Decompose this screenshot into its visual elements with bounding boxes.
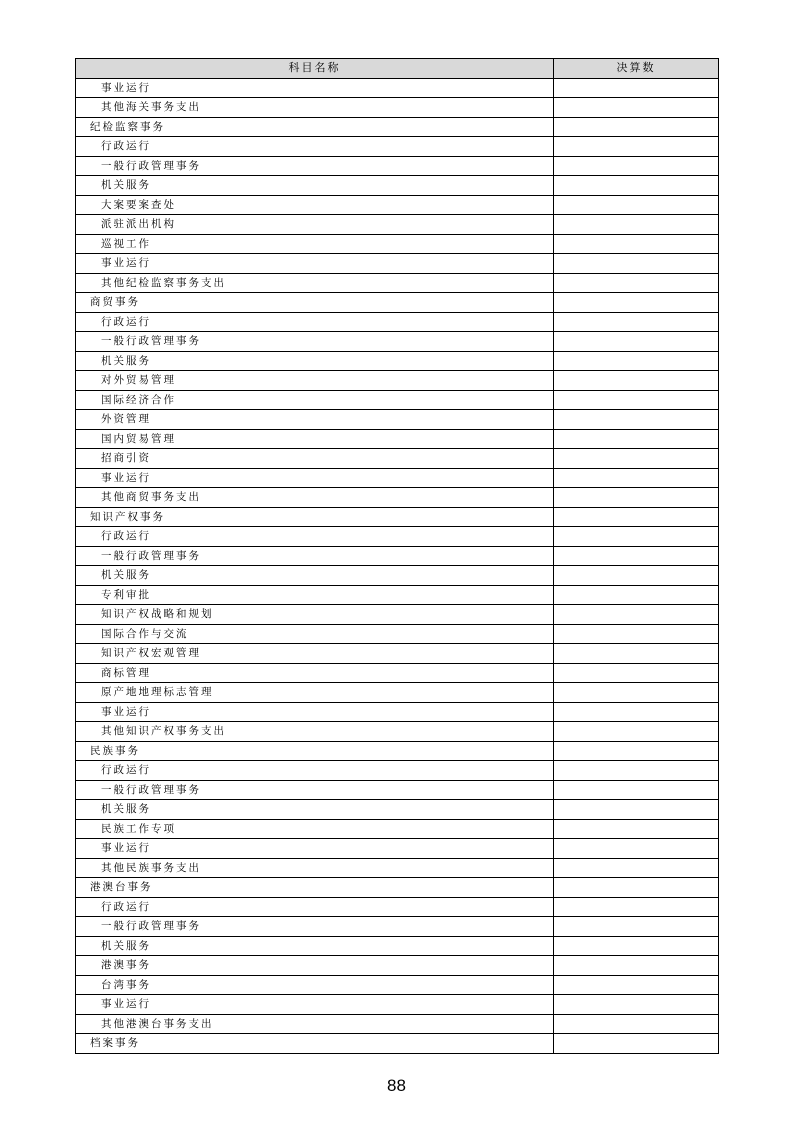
subject-name-cell: 行政运行: [76, 137, 554, 157]
final-amount-cell: [554, 273, 719, 293]
subject-name-cell: 对外贸易管理: [76, 371, 554, 391]
final-amount-cell: [554, 117, 719, 137]
subject-name-cell: 一般行政管理事务: [76, 546, 554, 566]
table-row: [76, 644, 719, 664]
final-amount-cell: [554, 390, 719, 410]
subject-name-cell: 其他知识产权事务支出: [76, 722, 554, 742]
subject-name-cell: 一般行政管理事务: [76, 917, 554, 937]
table-row: [76, 234, 719, 254]
budget-table: [75, 58, 719, 1054]
table-row: [76, 176, 719, 196]
table-row: [76, 156, 719, 176]
table-row: [76, 429, 719, 449]
subject-name-cell: 知识产权事务: [76, 507, 554, 527]
final-amount-cell: [554, 644, 719, 664]
subject-name-cell: 巡视工作: [76, 234, 554, 254]
table-row: [76, 195, 719, 215]
subject-name-cell: 专利审批: [76, 585, 554, 605]
table-row: [76, 624, 719, 644]
final-amount-cell: [554, 546, 719, 566]
final-amount-cell: [554, 176, 719, 196]
final-amount-cell: [554, 839, 719, 859]
subject-name-cell: 行政运行: [76, 527, 554, 547]
final-amount-cell: [554, 936, 719, 956]
final-amount-cell: [554, 780, 719, 800]
final-amount-cell: [554, 663, 719, 683]
final-amount-cell: [554, 1034, 719, 1054]
subject-name-cell: 外资管理: [76, 410, 554, 430]
subject-name-cell: 一般行政管理事务: [76, 332, 554, 352]
table-row: [76, 546, 719, 566]
subject-name-cell: 港澳台事务: [76, 878, 554, 898]
table-header-row: [76, 59, 719, 79]
table-row: [76, 605, 719, 625]
table-row: [76, 936, 719, 956]
final-amount-cell: [554, 215, 719, 235]
final-amount-cell: [554, 702, 719, 722]
table-row: [76, 566, 719, 586]
final-amount-cell: [554, 371, 719, 391]
table-row: [76, 917, 719, 937]
final-amount-cell: [554, 624, 719, 644]
table-row: [76, 897, 719, 917]
table-row: [76, 527, 719, 547]
final-amount-cell: [554, 1014, 719, 1034]
table-row: [76, 488, 719, 508]
final-amount-cell: [554, 566, 719, 586]
final-amount-cell: [554, 585, 719, 605]
final-amount-cell: [554, 819, 719, 839]
subject-name-cell: 纪检监察事务: [76, 117, 554, 137]
subject-name-cell: 事业运行: [76, 995, 554, 1015]
header-final-amount: 决算数: [554, 59, 719, 79]
subject-name-cell: 其他民族事务支出: [76, 858, 554, 878]
table-row: [76, 507, 719, 527]
final-amount-cell: [554, 878, 719, 898]
subject-name-cell: 机关服务: [76, 566, 554, 586]
table-row: [76, 956, 719, 976]
header-subject-name: 科目名称: [76, 59, 554, 79]
subject-name-cell: 机关服务: [76, 936, 554, 956]
subject-name-cell: 机关服务: [76, 800, 554, 820]
table-row: [76, 663, 719, 683]
final-amount-cell: [554, 156, 719, 176]
subject-name-cell: 民族事务: [76, 741, 554, 761]
final-amount-cell: [554, 254, 719, 274]
subject-name-cell: 事业运行: [76, 839, 554, 859]
table-row: [76, 273, 719, 293]
subject-name-cell: 一般行政管理事务: [76, 780, 554, 800]
table-row: [76, 975, 719, 995]
table-row: [76, 741, 719, 761]
subject-name-cell: 其他纪检监察事务支出: [76, 273, 554, 293]
final-amount-cell: [554, 741, 719, 761]
final-amount-cell: [554, 234, 719, 254]
subject-name-cell: 事业运行: [76, 468, 554, 488]
table-row: [76, 390, 719, 410]
subject-name-cell: 事业运行: [76, 78, 554, 98]
table-row: [76, 78, 719, 98]
subject-name-cell: 招商引资: [76, 449, 554, 469]
final-amount-cell: [554, 683, 719, 703]
table-row: [76, 98, 719, 118]
table-row: [76, 332, 719, 352]
table-row: [76, 1034, 719, 1054]
subject-name-cell: 机关服务: [76, 176, 554, 196]
subject-name-cell: 知识产权战略和规划: [76, 605, 554, 625]
final-amount-cell: [554, 195, 719, 215]
final-amount-cell: [554, 858, 719, 878]
final-amount-cell: [554, 293, 719, 313]
table-row: [76, 800, 719, 820]
final-amount-cell: [554, 605, 719, 625]
final-amount-cell: [554, 351, 719, 371]
subject-name-cell: 民族工作专项: [76, 819, 554, 839]
subject-name-cell: 台湾事务: [76, 975, 554, 995]
subject-name-cell: 大案要案查处: [76, 195, 554, 215]
subject-name-cell: 其他海关事务支出: [76, 98, 554, 118]
subject-name-cell: 一般行政管理事务: [76, 156, 554, 176]
page-number: 88: [387, 1076, 406, 1095]
final-amount-cell: [554, 410, 719, 430]
table-row: [76, 410, 719, 430]
subject-name-cell: 国际合作与交流: [76, 624, 554, 644]
final-amount-cell: [554, 332, 719, 352]
subject-name-cell: 行政运行: [76, 761, 554, 781]
subject-name-cell: 国内贸易管理: [76, 429, 554, 449]
table-row: [76, 137, 719, 157]
subject-name-cell: 知识产权宏观管理: [76, 644, 554, 664]
table-row: [76, 449, 719, 469]
subject-name-cell: 派驻派出机构: [76, 215, 554, 235]
final-amount-cell: [554, 429, 719, 449]
final-amount-cell: [554, 507, 719, 527]
table-body: [76, 78, 719, 1053]
table-row: [76, 1014, 719, 1034]
table-row: [76, 117, 719, 137]
table-row: [76, 683, 719, 703]
final-amount-cell: [554, 917, 719, 937]
final-amount-cell: [554, 800, 719, 820]
table-row: [76, 351, 719, 371]
final-amount-cell: [554, 722, 719, 742]
subject-name-cell: 其他港澳台事务支出: [76, 1014, 554, 1034]
final-amount-cell: [554, 527, 719, 547]
table-row: [76, 468, 719, 488]
final-amount-cell: [554, 98, 719, 118]
subject-name-cell: 原产地地理标志管理: [76, 683, 554, 703]
final-amount-cell: [554, 137, 719, 157]
final-amount-cell: [554, 897, 719, 917]
table-row: [76, 878, 719, 898]
subject-name-cell: 商标管理: [76, 663, 554, 683]
table-row: [76, 293, 719, 313]
table-row: [76, 761, 719, 781]
final-amount-cell: [554, 488, 719, 508]
final-amount-cell: [554, 312, 719, 332]
table-row: [76, 780, 719, 800]
final-amount-cell: [554, 78, 719, 98]
table-row: [76, 215, 719, 235]
final-amount-cell: [554, 468, 719, 488]
subject-name-cell: 档案事务: [76, 1034, 554, 1054]
table-row: [76, 702, 719, 722]
subject-name-cell: 事业运行: [76, 702, 554, 722]
subject-name-cell: 国际经济合作: [76, 390, 554, 410]
table-row: [76, 722, 719, 742]
subject-name-cell: 其他商贸事务支出: [76, 488, 554, 508]
final-amount-cell: [554, 995, 719, 1015]
subject-name-cell: 行政运行: [76, 897, 554, 917]
table-row: [76, 254, 719, 274]
final-amount-cell: [554, 956, 719, 976]
subject-name-cell: 港澳事务: [76, 956, 554, 976]
subject-name-cell: 机关服务: [76, 351, 554, 371]
table-row: [76, 312, 719, 332]
subject-name-cell: 事业运行: [76, 254, 554, 274]
final-amount-cell: [554, 761, 719, 781]
table-row: [76, 858, 719, 878]
table-row: [76, 585, 719, 605]
table-row: [76, 819, 719, 839]
final-amount-cell: [554, 975, 719, 995]
table-row: [76, 371, 719, 391]
final-amount-cell: [554, 449, 719, 469]
subject-name-cell: 行政运行: [76, 312, 554, 332]
table-row: [76, 839, 719, 859]
table-row: [76, 995, 719, 1015]
subject-name-cell: 商贸事务: [76, 293, 554, 313]
